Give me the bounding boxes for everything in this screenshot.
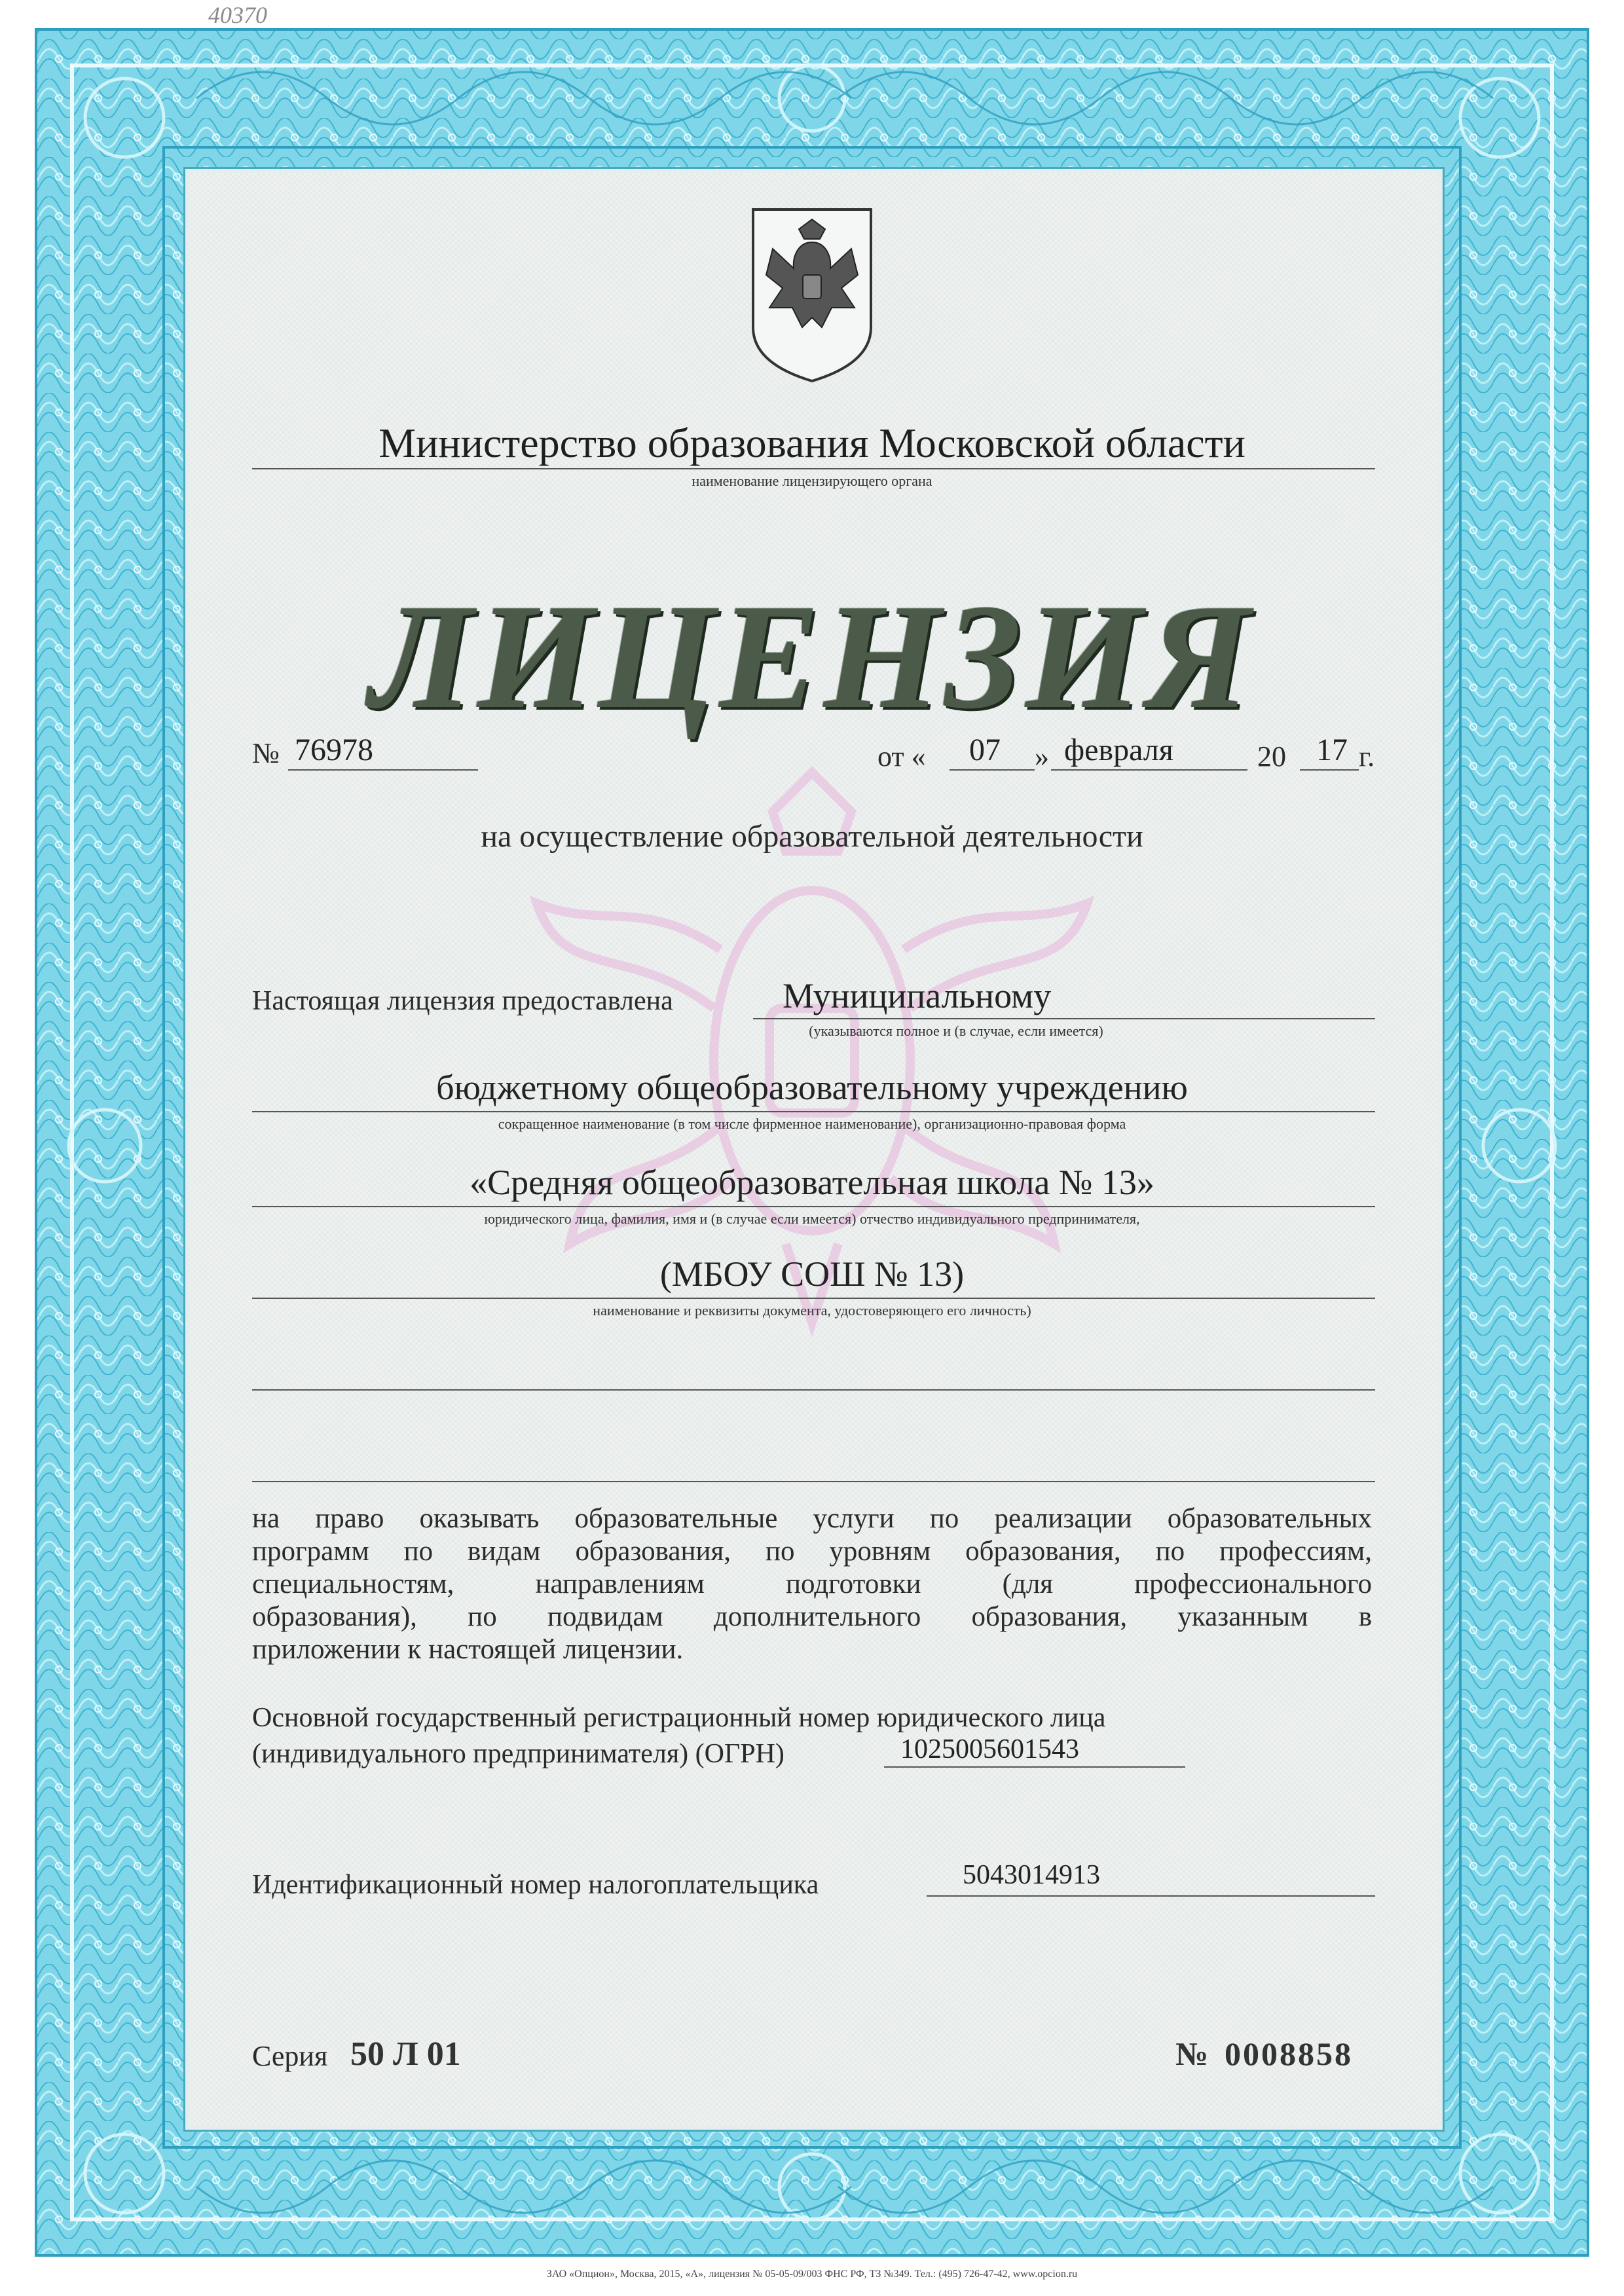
grantee-label: Настоящая лицензия предоставлена bbox=[252, 986, 673, 1016]
ogrn-label-line-2: (индивидуального предпринимателя) (ОГРН) bbox=[252, 1739, 784, 1769]
inn-value: 5043014913 bbox=[963, 1860, 1100, 1890]
inn-label: Идентификационный номер налогоплательщика bbox=[252, 1870, 819, 1900]
rights-line: программ по видам образования, по уровням образования, по профессиям, bbox=[252, 1536, 1372, 1567]
authority-caption: наименование лицензирующего органа bbox=[692, 473, 932, 489]
form-number-value: 0008858 bbox=[1225, 2035, 1353, 2072]
grantee-caption-1: (указываются полное и (в случае, если имеется) bbox=[809, 1023, 1103, 1039]
licensing-authority: Министерство образования Московской области bbox=[378, 420, 1246, 466]
date-month: февраля bbox=[1064, 733, 1173, 767]
grantee-line-4: (МБОУ СОШ № 13) bbox=[659, 1254, 965, 1294]
form-number-prefix: № bbox=[1175, 2035, 1209, 2072]
grantee-line-1: Муниципальному bbox=[783, 976, 1052, 1015]
rights-line: приложении к настоящей лицензии. bbox=[252, 1634, 684, 1665]
rights-paragraph bbox=[252, 1503, 1372, 1666]
series-value: 50 Л 01 bbox=[350, 2035, 461, 2073]
number-prefix: № bbox=[252, 737, 280, 769]
date-year-prefix: 20 bbox=[1257, 740, 1286, 773]
rights-line: образования), по подвидам дополнительного образования, указанным в bbox=[252, 1601, 1372, 1632]
ogrn-value: 1025005601543 bbox=[900, 1734, 1079, 1764]
grantee-caption-2: сокращенное наименование (в том числе фирменное наименование), организационно-правовая форма bbox=[498, 1116, 1126, 1132]
ogrn-label-line-1: Основной государственный регистрационный номер юридического лица bbox=[252, 1703, 1106, 1733]
printer-footer: ЗАО «Опцион», Москва, 2015, «А», лицензия № 05-05-09/003 ФНС РФ, ТЗ №349. Тел.: (495) 726-47-42, www.opcion.ru bbox=[546, 2269, 1078, 2280]
date-day: 07 bbox=[969, 733, 1001, 767]
grantee-line-3: «Средняя общеобразовательная школа № 13» bbox=[470, 1163, 1154, 1202]
license-number: 76978 bbox=[295, 733, 373, 767]
license-purpose: на осуществление образовательной деятельности bbox=[481, 819, 1143, 854]
grantee-line-2: бюджетному общеобразовательному учреждению bbox=[436, 1068, 1188, 1107]
grantee-caption-3: юридического лица, фамилия, имя и (в случае если имеется) отчество индивидуального предпринимателя, bbox=[484, 1211, 1140, 1227]
date-suffix: г. bbox=[1359, 740, 1375, 773]
document-title: ЛИЦЕНЗИЯ bbox=[369, 573, 1255, 740]
date-separator: » bbox=[1035, 740, 1049, 773]
rights-line: специальностям, направлениям подготовки (для профессионального bbox=[252, 1569, 1372, 1599]
series-label: Серия bbox=[252, 2040, 328, 2072]
handwritten-number: 40370 bbox=[208, 2, 267, 28]
date-year: 17 bbox=[1316, 733, 1348, 767]
grantee-caption-4: наименование и реквизиты документа, удостоверяющего его личность) bbox=[593, 1302, 1031, 1319]
rights-line: на право оказывать образовательные услуги по реализации образовательных bbox=[252, 1503, 1372, 1534]
coat-of-arms-icon bbox=[747, 203, 877, 386]
date-prefix: от « bbox=[877, 740, 926, 773]
